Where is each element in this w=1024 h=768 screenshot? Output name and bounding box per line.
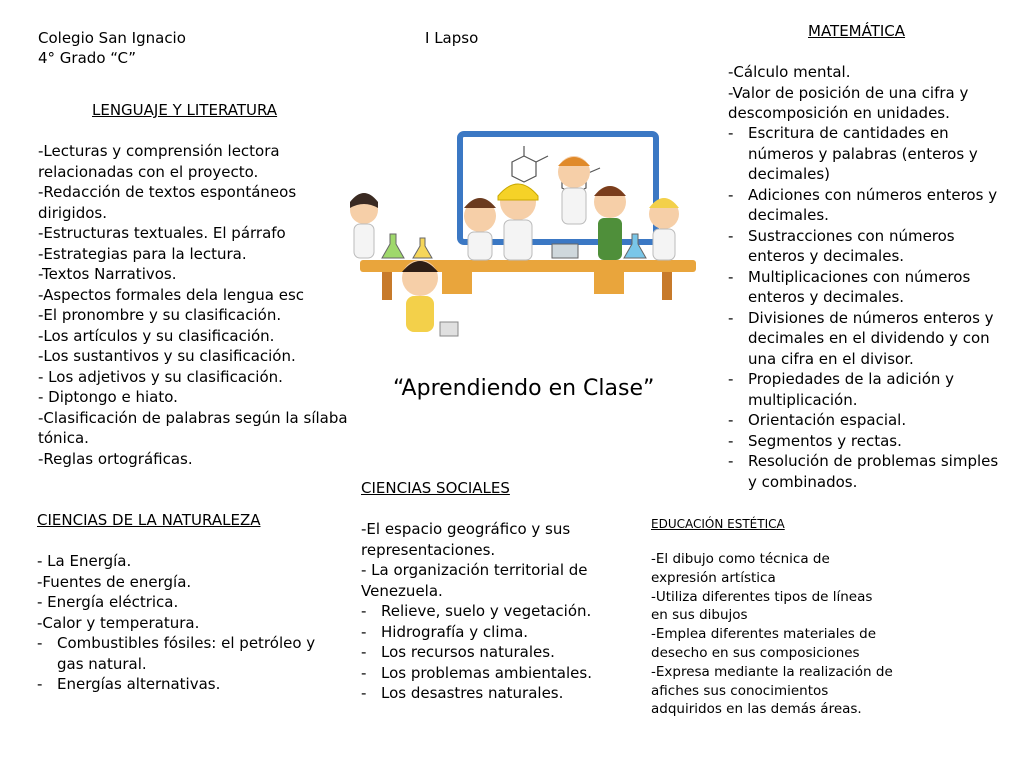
- list-item: - Orientación espacial.: [728, 410, 1010, 431]
- naturaleza-list: [37, 633, 337, 695]
- list-item: - Adiciones con números enteros y decimales.: [728, 185, 1010, 226]
- list-item: - Segmentos y rectas.: [728, 431, 1010, 452]
- school-name: Colegio San Ignacio: [38, 29, 186, 47]
- list-item: - Combustibles fósiles: el petróleo y gas natural.: [37, 633, 337, 674]
- list-item: - Los problemas ambientales.: [361, 663, 631, 684]
- list-item: - Los recursos naturales.: [361, 642, 631, 663]
- grade-label: 4° Grado “C”: [38, 49, 137, 67]
- stool: [594, 272, 624, 294]
- project-title: “Aprendiendo en Clase”: [393, 376, 655, 401]
- sociales-list: [361, 601, 631, 704]
- list-item: - Resolución de problemas simples y combinados.: [728, 451, 1010, 492]
- list-item: - Multiplicaciones con números enteros y decimales.: [728, 267, 1010, 308]
- lab-table-leg-right: [662, 272, 672, 300]
- estetica-topics: -El dibujo como técnica de expresión artística -Utiliza diferentes tipos de líneas en sus dibujos -Emplea diferentes materiales de desecho en sus composiciones -Expresa mediante la realización de afiches sus conocimientos adquiridos en las demás áreas.: [651, 551, 893, 718]
- list-item: - Divisiones de números enteros y decimales en el dividendo y con una cifra en el divisor.: [728, 308, 1010, 370]
- lenguaje-heading: LENGUAJE Y LITERATURA: [92, 101, 278, 119]
- naturaleza-intro: - La Energía. -Fuentes de energía. - Energía eléctrica. -Calor y temperatura.: [37, 552, 200, 632]
- matematica-heading: MATEMÁTICA: [808, 22, 906, 40]
- list-item: - Hidrografía y clima.: [361, 622, 631, 643]
- student-figure: [594, 186, 626, 260]
- sociales-heading: CIENCIAS SOCIALES: [361, 479, 510, 497]
- sociales-intro: -El espacio geográfico y sus representaciones. - La organización territorial de Venezuela.: [361, 520, 588, 600]
- list-item: - Los desastres naturales.: [361, 683, 631, 704]
- lab-table-leg-left: [382, 272, 392, 300]
- list-item: - Escritura de cantidades en números y palabras (enteros y decimales): [728, 123, 1010, 185]
- student-figure: [350, 193, 378, 258]
- term-label: I Lapso: [425, 29, 479, 47]
- lenguaje-topics: -Lecturas y comprensión lectora relacionadas con el proyecto. -Redacción de textos espontáneos dirigidos. -Estructuras textuales. El párrafo -Estrategias para la lectura. -Textos Narrativos. -Aspectos formales dela lengua esc -El pronombre y su clasificación. -Los artículos y su clasificación. -Los sustantivos y su clasificación. - Los adjetivos y su clasificación. - Diptongo e hiato. -Clasificación de palabras según la sílaba tónica. -Reglas ortográficas.: [38, 142, 348, 468]
- list-item: - Energías alternativas.: [37, 674, 337, 695]
- classroom-lab-illustration: [312, 122, 708, 370]
- stool: [442, 272, 472, 294]
- list-item: - Propiedades de la adición y multiplicación.: [728, 369, 1010, 410]
- list-item: - Sustracciones con números enteros y decimales.: [728, 226, 1010, 267]
- matematica-list: [728, 123, 1010, 492]
- notebook: [440, 322, 458, 336]
- estetica-heading: EDUCACIÓN ESTÉTICA: [651, 517, 785, 531]
- naturaleza-heading: CIENCIAS DE LA NATURALEZA: [37, 511, 261, 529]
- matematica-intro: -Cálculo mental. -Valor de posición de una cifra y descomposición en unidades.: [728, 63, 969, 122]
- list-item: - Relieve, suelo y vegetación.: [361, 601, 631, 622]
